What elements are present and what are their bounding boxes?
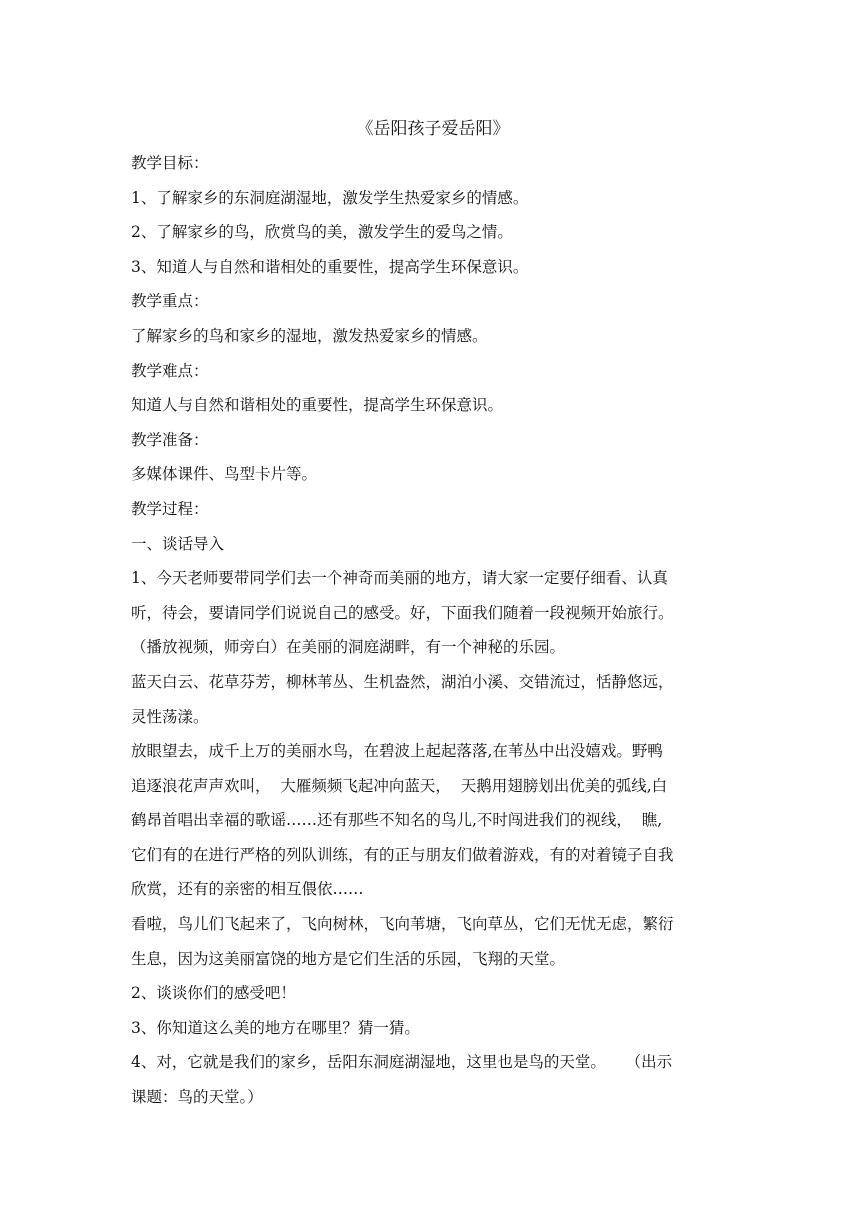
objective-item: 2、了解家乡的鸟，欣赏鸟的美，激发学生的爱鸟之情。: [131, 223, 513, 242]
document-body: [131, 112, 735, 1115]
paragraph-line: 鹤昂首唱出幸福的歌谣……还有那些不知名的鸟儿,不时闯进我们的视线， 瞧,: [131, 811, 663, 830]
paragraph-line: 4、对，它就是我们的家乡，岳阳东洞庭湖湿地，这里也是鸟的天堂。 （出示: [131, 1053, 673, 1072]
paragraph-line: 2、谈谈你们的感受吧！: [131, 984, 296, 1003]
process-step-heading: 一、谈话导入: [131, 534, 225, 553]
key-points-text: 了解家乡的鸟和家乡的湿地，激发热爱家乡的情感。: [131, 326, 488, 345]
paragraph-line: 课题：鸟的天堂。）: [131, 1088, 263, 1107]
paragraph-line: 它们有的在进行严格的列队训练，有的正与朋友们做着游戏，有的对着镜子自我: [131, 845, 674, 864]
section-heading-preparation: 教学准备：: [131, 430, 209, 449]
section-heading-objectives: 教学目标：: [131, 154, 209, 172]
document-title: 《岳阳孩子爱岳阳》: [356, 119, 510, 139]
section-heading-key-points: 教学重点：: [131, 292, 209, 311]
paragraph-line: 放眼望去，成千上万的美丽水鸟，在碧波上起起落落,在苇丛中出没嬉戏。野鸭: [131, 742, 663, 761]
objective-item: 3、知道人与自然和谐相处的重要性，提高学生环保意识。: [131, 257, 529, 276]
paragraph-line: 听，待会，要请同学们说说自己的感受。好，下面我们随着一段视频开始旅行。: [131, 603, 674, 622]
paragraph-line: 追逐浪花声声欢叫， 大雁频频飞起冲向蓝天， 天鹅用翅膀划出优美的弧线,白: [131, 776, 668, 795]
objective-item: 1、了解家乡的东洞庭湖湿地，激发学生热爱家乡的情感。: [131, 188, 529, 207]
section-heading-difficulties: 教学难点：: [131, 361, 209, 380]
paragraph-line: 欣赏，还有的亲密的相互偎依……: [131, 880, 364, 899]
paragraph-line: 蓝天白云、花草芬芳，柳林苇丛、生机盎然，湖泊小溪、交错流过，恬静悠远，: [131, 672, 674, 691]
difficulties-text: 知道人与自然和谐相处的重要性，提高学生环保意识。: [131, 396, 504, 415]
section-heading-process: 教学过程：: [131, 499, 209, 518]
paragraph-line: 生息，因为这美丽富饶的地方是它们生活的乐园，飞翔的天堂。: [131, 949, 566, 968]
paragraph-line: 1、今天老师要带同学们去一个神奇而美丽的地方，请大家一定要仔细看、认真: [131, 569, 668, 588]
paragraph-line: 3、你知道这么美的地方在哪里？猜一猜。: [131, 1018, 420, 1037]
paragraph-line: （播放视频，师旁白）在美丽的洞庭湖畔，有一个神秘的乐园。: [131, 638, 566, 657]
preparation-text: 多媒体课件、鸟型卡片等。: [131, 465, 318, 484]
paragraph-line: 灵性荡漾。: [131, 707, 209, 726]
paragraph-line: 看啦，鸟儿们飞起来了，飞向树林，飞向苇塘，飞向草丛，它们无忧无虑，繁衍: [131, 915, 674, 934]
